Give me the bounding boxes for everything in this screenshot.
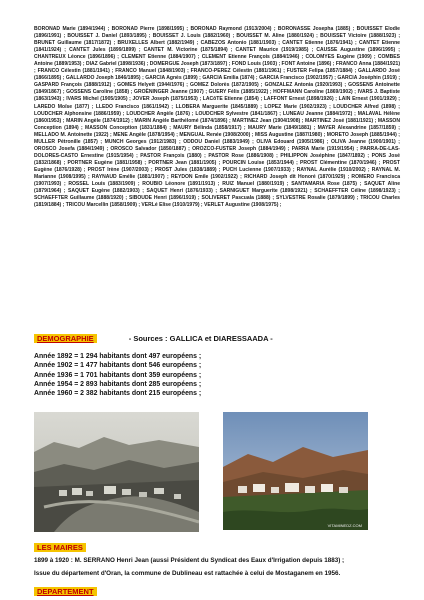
photo-credit: VITAMINEDZ.COM <box>327 523 362 528</box>
modern-village-photo <box>223 412 368 530</box>
population-row: Année 1892 = 1 294 habitants dont 497 européens ; <box>34 353 202 360</box>
population-row: Année 1960 = 2 382 habitants dont 215 européens ; <box>34 390 202 398</box>
modern-village-photo-image <box>223 412 368 530</box>
demographie-sources: - Sources : GALLICA et DIARESSAADA - <box>128 334 273 343</box>
old-village-photo-image <box>34 412 199 532</box>
population-list <box>34 352 201 398</box>
departement-heading <box>34 587 97 596</box>
demographie-heading <box>34 334 273 343</box>
departement-title: DEPARTEMENT <box>34 587 97 596</box>
maires-heading <box>34 543 86 552</box>
maire-entry: 1899 à 1920 : M. SERRANO Henri Jean (aussi Président du Syndicat des Eaux d'Irrigation depuis 1883) ; <box>34 557 345 564</box>
population-row: Année 1902 = 1 477 habitants dont 546 européens ; <box>34 362 202 370</box>
deceased-names-list: BORONAD Marie (1894/1944) ; BORONAD Pierre (1898/1995) ; BORONAD Raymond (1913/2004) ; BORONASSE Josepha (1885) ; BOUISSET Elodie (1896/1991) ; BOUISSET J. Daniel (1893/1895) ; BOUISSET J. Louis (1882/1960) ; BOUISSET M. Aline (1880/1924) ; BOUISSET Victoire (1888/1923) ; BRUNET Guillaume (1817/1872) ; BRUXELLES Albert (1882/1949) ; CABEZOS Antonio (1881/1903) ; CANTET Etienne (1876/1941) ; CANTET Etienne (1841/1924) ; CANTET Jules (1899/1899) ; CANTET M. Victorine (1875/1894) ; CANTET Maurice (1919/1985) ; CAUSSE Augustine (1896/1995) ; CHANTREUX Léonce (1896/1896) ; CLEMENT Etienne (1884/1907) ; CLEMENT Etienne François (1884/1946) ; COLOMYES Eugène (1909) ; COMBES Antoine (1889/1953) ; DIAZ Gabriel (1898/1936) ; DOMERGUE Joseph (1873/1897) ; FOND Louis (1903) ; FONT Antoine (1896) ; FRANCO Anna (1884/1921) ; FRANCO Célestin (1881/1941) ; FRANCO Manuel (1848/1903) ; FRANCO-PEREZ Célestin (1881/1961) ; FUSTER Felipa (1857/1884) ; GALLARDO José (1866/1895) ; GALLARDO Joseph 1846/1895) ; GARCIA Agnès (1899) ; GARCIA Emilia (1874) ; GARCIA Francisco (1902/1957) ; GARCIA Joséphin (1919) ; GASPARD François (1888/1912) ; GOMES Helyett (1944/1976) ; GOMEZ Dolorès (1872/1905) ; GONZALEZ Antonia (1920/1993) ; GOSSENS Antoinette (1849/1867) ; GOSSENS Caroline (1858) ; GROËNINGER Jeanne (1907) ; GUERY Félix (1885/1922) ; HOFFMANN Caroline (1869/1902) ; IVARS J. Baptiste (1863/1943) ; IVARS Michel (1905/1905) ; JOVER Joseph (1875/1953) ; LACôTE Etienne (1854) ; LAFFONT Ernest (1898/1926) ; LAIN Ernest (1901/1929) ; LAREDO Moïse (1877) ; LLEDO Francisco (1861/1942) ; LLOBERA Marguerite (1845/1889) ; LOPEZ Marie (1902/1923) ; LOUDCHER Alfred (1898) ; LOUDCHER Alphonsine (1886/1959) ; LOUDCHER Angèle (1876) ; LOUDCHER Sylvestre (1841/1867) ; LUNEAU Jeanne (1884/1972) ; MALAVAL Hélène (1860/1953) ; MARIN Angèle (1874/1912) ; MARIN Angèle Barthélomé (1874/1896) ; MARTINEZ Jean (1904/1908) ; MARTINEZ José (1881/1921) ; MASSON Conception (1894) ; MASSON Conception (1831/1884) ; MAURY Bélinda (1858/1917) ; MAURY Marie (1849/1881) ; MAYER Alexandrine (1857/1859) ; MELLADO M. Antoinette (1922) ; MENE Angèle (1878/1954) ; MENGUAL Renée (1908/2000) ; MISS Augustine (1887/1980) ; MORETO Joseph (1885/1944) ; MULLER Pétronille (1857) ; MUNCH Georges (1912/1983) ; ODDOU Daniel (1883/1949) ; OLIVA Edouard (1905/1986) ; OLIVA Jeanne (1900/1901) ; OROSCO Josefa (1884/1949) ; OROSCO Salvador (1850/1887) ; OROZCO-FUSTER Joseph (1884/1949) ; PARRA Marie (1919/1954) ; PARRA-DE-LAS-DOLORES-CASTO Ernestine (1915/1954) ; PASTOR François (1880) ; PASTOR Rose (1886/1908) ; PHILIPPON Joséphine (1847/1892) ; PONS José (1832/1868) ; PORTNER Eugène (1881/1958) ; PORTNER Jean (1881/1905) ; POURCIN Louise (1853/1944) ; PROST Clémentine (1870/1946) ; PROST Eugène (1876/1928) ; PROST Irène (1907/2003) ; PROST Jules (1838/1889) ; PUCH Lucienne (1907/1933) ; RAYNAL Aurélie (1910/2002) ; RAYNAL M. Marianne (1908/1995) ; RAYNAUD Emélie (1881/1907) ; REYDON Emile (1902/1922) ; RICHARD Joseph dit Honoré (1870/1929) ; ROMERO Francisca (1907/1993) ; ROSSEL Louis (1883/1909) ; ROUBIO Léonore (1891/1913) ; RUIZ Manuel (1880/1919) ; SANTAMARIA Rose (1875) ; SAQUET Aline (1879/1964) ; SAQUET Eugène (1882/1903) ; SAQUET Henri (1876/1933) ; SARNIGUET Marguerite (1898/1921) ; SCHAEFFTER Céline (1898/1923) ; SCHAEFFTER Guillaume (1888/1920) ; SIBOUDE Henri (1896/1919) ; SOLIVERET Pascuala (1888) ; SYLVESTRE Rosalie (1879/1899) ; TRICOU Charles (1819/1884) ; TRICOU Marcellin (1858/1909) ; VERLé Elise (1910/1979) ; VERLET Augustine (1908/1975) ; <box>34 26 400 209</box>
population-row: Année 1954 = 2 893 habitants dont 285 européens ; <box>34 380 202 388</box>
population-row: Année 1936 = 1 701 habitants dont 359 européens ; <box>34 371 202 379</box>
commune-note: Issue du département d'Oran, la commune de Dublineau est rattachée à celui de Mostaganem en 1956. <box>34 570 341 577</box>
old-village-photo <box>34 412 199 532</box>
demographie-title: DEMOGRAPHIE <box>34 334 97 343</box>
maires-title: LES MAIRES <box>34 543 86 552</box>
